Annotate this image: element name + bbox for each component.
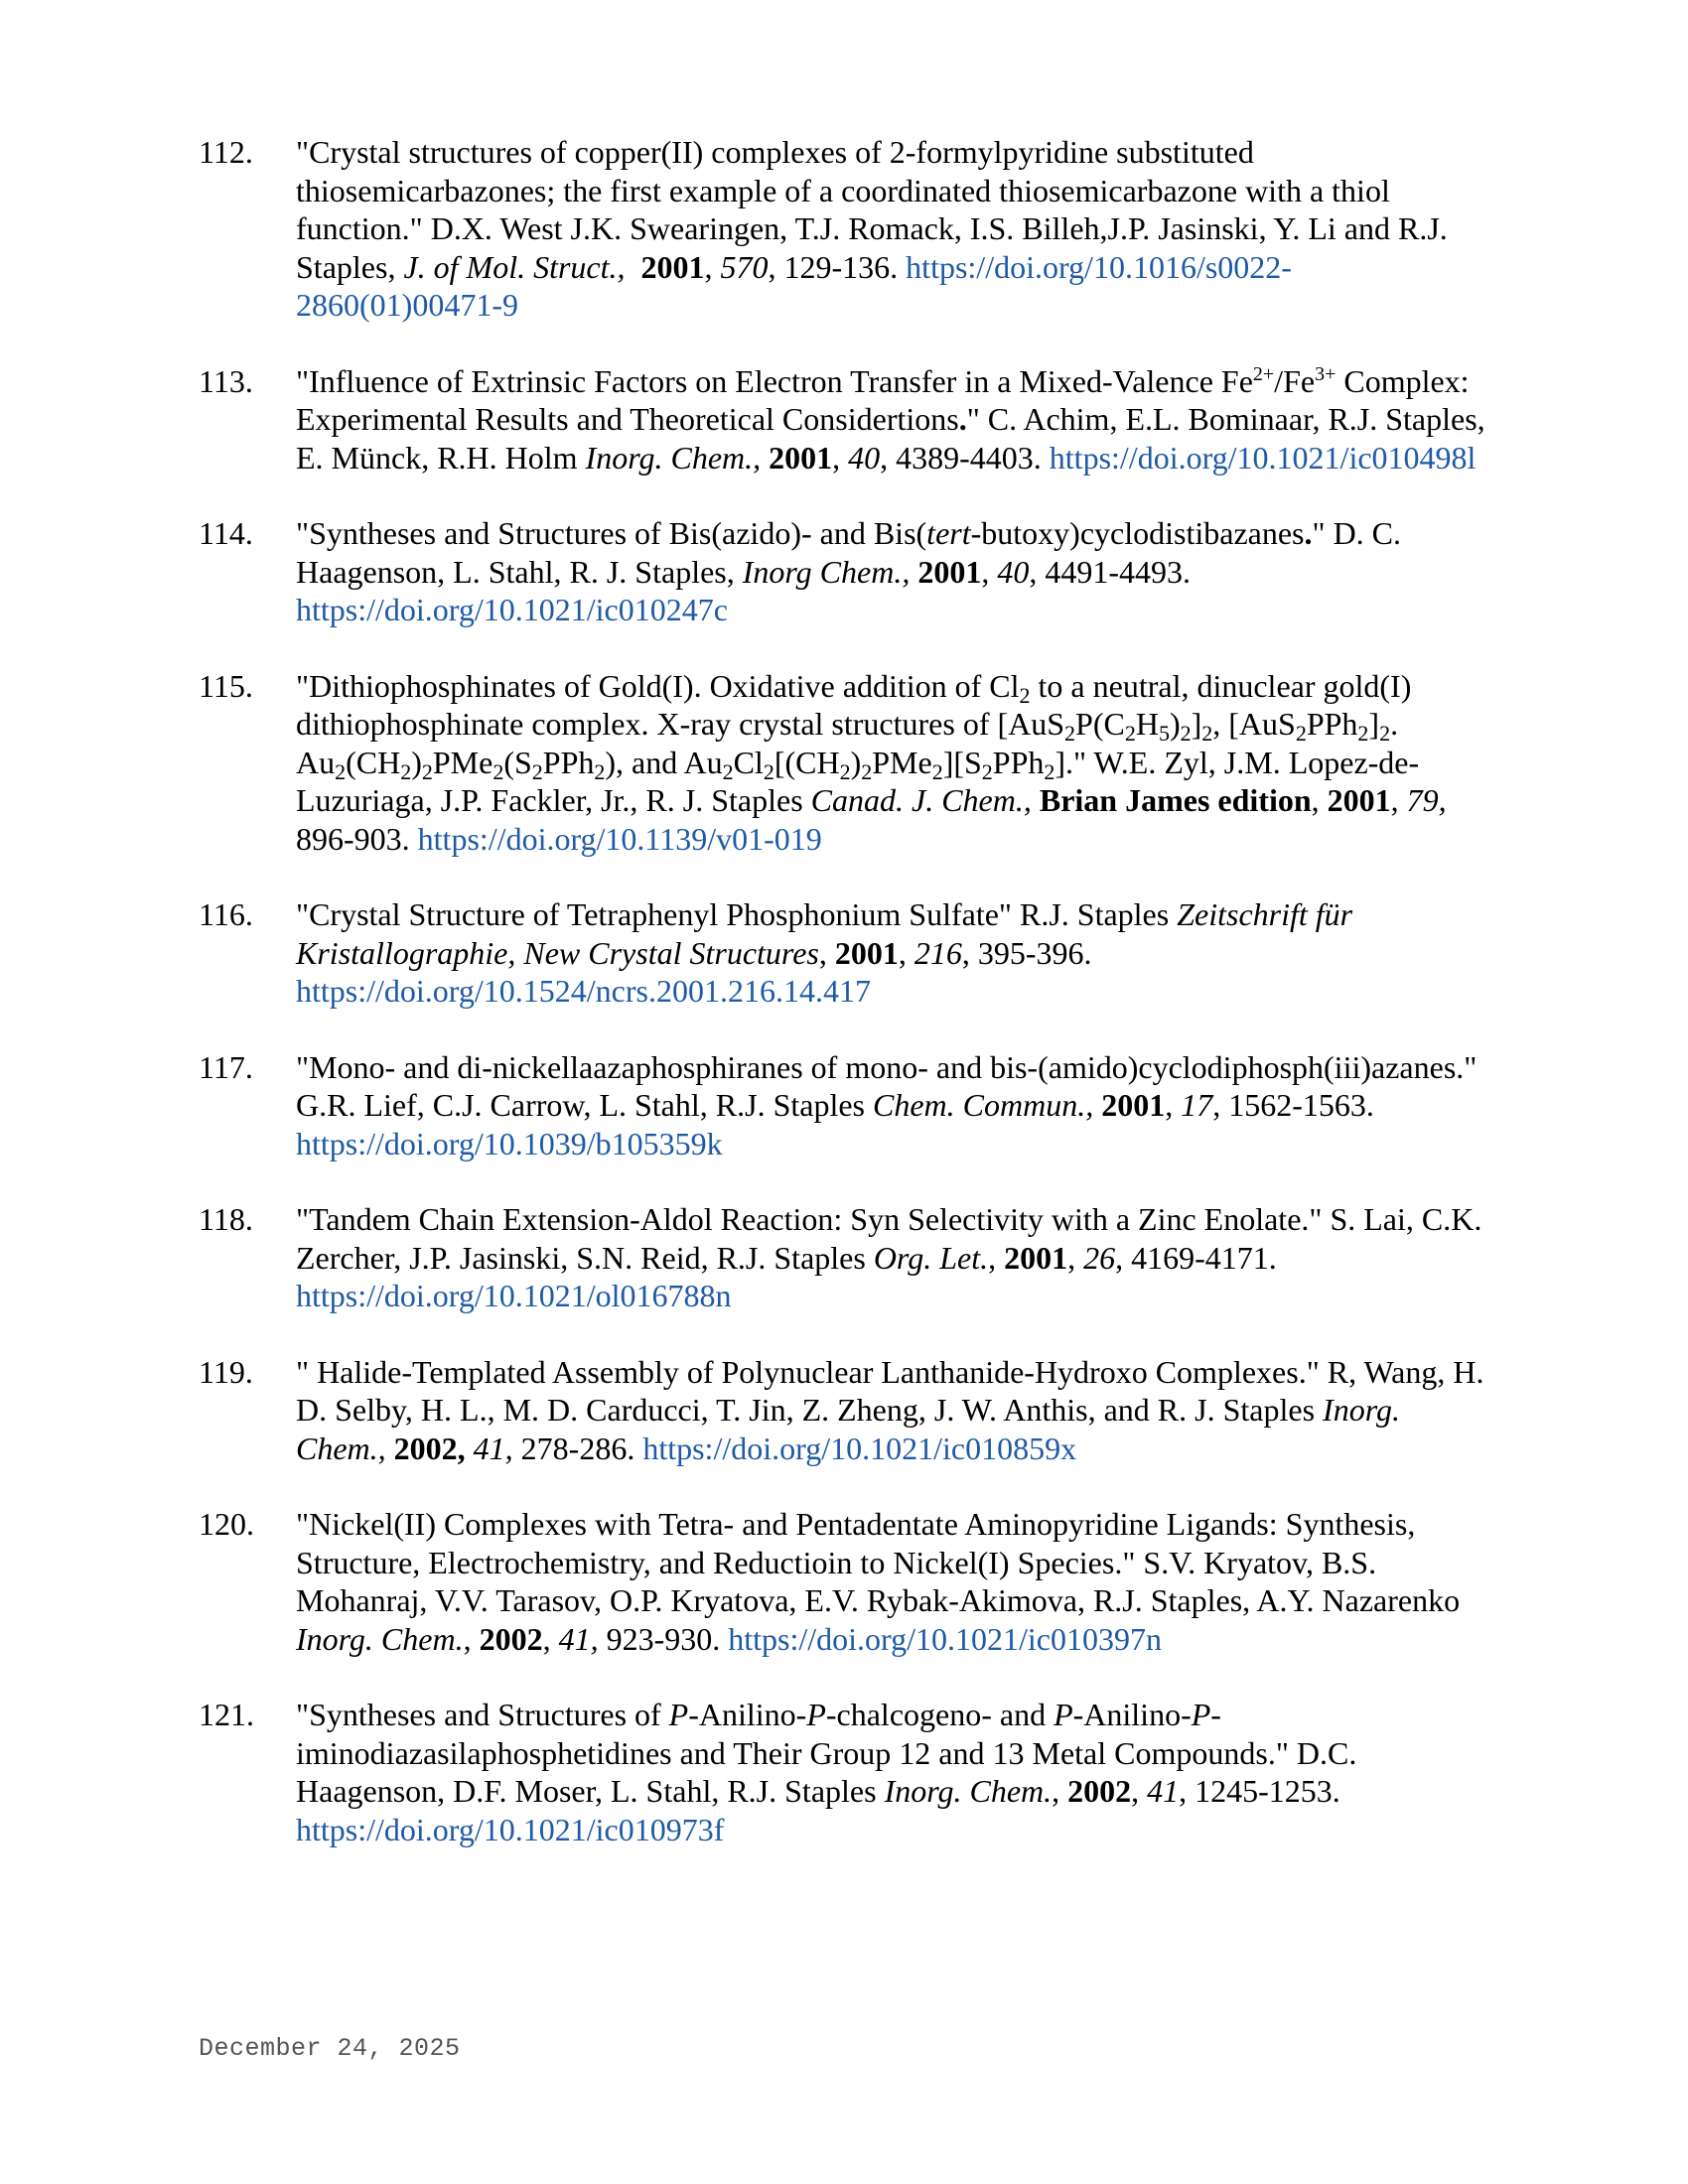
doi-link[interactable]: https://doi.org/10.1021/ic010973f <box>296 1811 725 1847</box>
doi-link[interactable]: https://doi.org/10.1524/ncrs.2001.216.14.417 <box>296 973 871 1009</box>
reference-year: 2001 <box>834 934 899 971</box>
reference-title: "Influence of Extrinsic Factors on Electron Transfer in a Mixed-Valence $Fe^{2+}/Fe^{3+}$ Complex: Experimental Results and Theoretical Considertions." <box>296 362 1470 437</box>
doi-link[interactable]: https://doi.org/10.1016/s0022-2860(01)00471-9 <box>296 248 1292 323</box>
reference-item <box>199 1696 1489 1848</box>
reference-journal: Zeitschrift für Kristallographie, New Crystal Structures <box>296 896 1353 971</box>
reference-year: 2001 <box>769 439 833 476</box>
reference-number: 116. <box>199 896 253 932</box>
reference-text: "Syntheses and Structures of Bis(azido)- and Bis(tert-butoxy)cyclodistibazanes." D. C. Haagenson, L. Stahl, R. J. Staples, Inorg Chem., 2001, 40, 4491-4493. https://doi.org/10.1021/ic010247c <box>296 515 1402 627</box>
reference-title: "Mono- and di-nickellaazaphosphiranes of mono- and bis-(amido)cyclodiphosph(iii)azanes." <box>296 1048 1477 1085</box>
reference-title: " Halide-Templated Assembly of Polynuclear Lanthanide-Hydroxo Complexes." <box>296 1353 1320 1390</box>
reference-authors: S.V. Kryatov, B.S. Mohanraj, V.V. Tarasov, O.P. Kryatova, E.V. Rybak-Akimova, R.J. Staples, A.Y. Nazarenko <box>296 1544 1461 1618</box>
reference-authors: D.X. West J.K. Swearingen, T.J. Romack, I.S. Billeh,J.P. Jasinski, Y. Li and R.J. Staples, <box>296 210 1448 285</box>
reference-pages: 923-930. <box>606 1620 721 1657</box>
reference-item <box>199 895 1489 1011</box>
reference-pages: 278-286. <box>520 1430 635 1466</box>
reference-number: 119. <box>199 1353 253 1390</box>
doi-link[interactable]: https://doi.org/10.1039/b105359k <box>296 1125 723 1161</box>
reference-text: "Tandem Chain Extension-Aldol Reaction: Syn Selectivity with a Zinc Enolate." S. Lai, C.K. Zercher, J.P. Jasinski, S.N. Reid, R.J. Staples Org. Let., 2001, 26, 4169-4171. https://doi.org/10.1021/ol016788n <box>296 1201 1482 1313</box>
reference-pages: 4389-4403. <box>896 439 1042 476</box>
reference-text <box>296 1353 1489 1468</box>
reference-journal: Org. Let. <box>873 1239 989 1276</box>
reference-item <box>199 133 1489 325</box>
doi-link[interactable]: https://doi.org/10.1021/ic010397n <box>728 1620 1162 1657</box>
reference-number: 114. <box>199 515 253 551</box>
doi-link[interactable]: https://doi.org/10.1021/ic010859x <box>642 1430 1077 1466</box>
reference-authors: S. Lai, C.K. Zercher, J.P. Jasinski, S.N. Reid, R.J. Staples <box>296 1201 1482 1276</box>
reference-pages: 4169-4171. <box>1131 1239 1277 1276</box>
reference-item <box>199 362 1489 478</box>
reference-journal: Canad. J. Chem., <box>810 782 1032 818</box>
reference-journal: Inorg. Chem., <box>585 439 762 476</box>
reference-authors: G.R. Lief, C.J. Carrow, L. Stahl, R.J. Staples <box>296 1087 865 1123</box>
reference-title: "Syntheses and Structures of P-Anilino-P-chalcogeno- and P-Anilino-P-iminodiazasilaphosphetidines and Their Group 12 and 13 Metal Compounds." <box>296 1697 1289 1771</box>
reference-title: "Crystal Structure of Tetraphenyl Phosphonium Sulfate" <box>296 896 1012 932</box>
reference-volume: 40 <box>997 553 1030 590</box>
reference-volume: 17 <box>1181 1087 1213 1123</box>
reference-title: "Tandem Chain Extension-Aldol Reaction: Syn Selectivity with a Zinc Enolate." <box>296 1201 1323 1237</box>
reference-edition: Brian James edition <box>1039 782 1312 818</box>
reference-list <box>199 133 1489 1886</box>
reference-number: 115. <box>199 667 253 704</box>
reference-authors: R.J. Staples <box>1019 896 1170 932</box>
reference-volume: 41, <box>473 1430 513 1466</box>
reference-year: 2001 <box>640 248 705 285</box>
reference-volume: 79, <box>1406 782 1447 818</box>
reference-pages: 129-136. <box>783 248 899 285</box>
reference-journal: Chem. Commun., <box>873 1087 1094 1123</box>
reference-authors: R, Wang, H. D. Selby, H. L., M. D. Carducci, T. Jin, Z. Zheng, J. W. Anthis, and R. J. Staples <box>296 1353 1484 1428</box>
reference-volume: 570 <box>720 248 769 285</box>
reference-volume: 40 <box>848 439 881 476</box>
reference-volume: 216 <box>914 934 962 971</box>
reference-item <box>199 1200 1489 1315</box>
reference-title: "Nickel(II) Complexes with Tetra- and Pentadentate Aminopyridine Ligands: Synthesis, Structure, Electrochemistry, and Reductioin to Nickel(I) Species." <box>296 1506 1416 1580</box>
reference-item <box>199 1505 1489 1658</box>
reference-text: "Dithiophosphinates of Gold(I). Oxidative addition of $Cl_2$ to a neutral, dinuclear gold(I) dithiophosphinate complex. X-ray crystal structures of $[AuS_2P(C_2H_5)_2]_2$, $[AuS_2PPh_2]_2$. $Au_2(CH_2)_2PMe_2(S_2PPh_2)$, and $Au_2Cl_2[(CH_2)_2PMe_2][S_2PPh_2]$." W.E. Zyl, J.M. Lopez-de-Luzuriaga, J.P. Fackler, Jr., R. J. Staples Canad. J. Chem., Brian James edition, 2001, 79, 896-903. https://doi.org/10.1139/v01-019 <box>296 667 1447 857</box>
reference-number: 120. <box>199 1506 254 1542</box>
reference-pages: 896-903. <box>296 820 410 857</box>
reference-authors: W.E. Zyl, J.M. Lopez-de-Luzuriaga, J.P. Fackler, Jr., R. J. Staples <box>296 744 1420 818</box>
reference-item <box>199 667 1489 859</box>
reference-text: "Influence of Extrinsic Factors on Electron Transfer in a Mixed-Valence $Fe^{2+}/Fe^{3+}$ Complex: Experimental Results and Theoretical Considertions." C. Achim, E.L. Bominaar, R.J. Staples, E. Münck, R.H. Holm Inorg. Chem., 2001, 40, 4389-4403. https://doi.org/10.1021/ic010498l <box>296 362 1485 476</box>
reference-year: 2002, <box>393 1430 466 1466</box>
reference-number: 121. <box>199 1697 254 1732</box>
reference-text: "Mono- and di-nickellaazaphosphiranes of mono- and bis-(amido)cyclodiphosph(iii)azanes." G.R. Lief, C.J. Carrow, L. Stahl, R.J. Staples Chem. Commun., 2001, 17, 1562-1563. https://doi.org/10.1039/b105359k <box>296 1048 1477 1161</box>
reference-year: 2001 <box>917 553 982 590</box>
reference-year: 2001 <box>1327 782 1391 818</box>
reference-journal: Inorg. Chem., <box>296 1392 1400 1466</box>
reference-text: "Crystal structures of copper(II) complexes of 2-formylpyridine substituted thiosemicarbazones; the first example of a coordinated thiosemicarbazone with a thiol function." D.X. West J.K. Swearingen, T.J. Romack, I.S. Billeh,J.P. Jasinski, Y. Li and R.J. Staples, J. of Mol. Struct., 2001, 570, 129-136. https://doi.org/10.1016/s0022-2860(01)00471-9 <box>296 134 1448 323</box>
footer-date: December 24, 2025 <box>199 2034 461 2063</box>
reference-journal: Inorg Chem., <box>742 553 911 590</box>
reference-volume: 41, <box>558 1620 599 1657</box>
reference-text: "Nickel(II) Complexes with Tetra- and Pentadentate Aminopyridine Ligands: Synthesis, Structure, Electrochemistry, and Reductioin to Nickel(I) Species." S.V. Kryatov, B.S. Mohanraj, V.V. Tarasov, O.P. Kryatova, E.V. Rybak-Akimova, R.J. Staples, A.Y. Nazarenko Inorg. Chem., 2002, 41, 923-930. https://doi.org/10.1021/ic010397n <box>296 1506 1461 1657</box>
reference-item <box>199 1048 1489 1163</box>
doi-link[interactable]: https://doi.org/10.1021/ol016788n <box>296 1278 732 1313</box>
reference-pages: 1245-1253. <box>1195 1773 1340 1809</box>
doi-link[interactable]: https://doi.org/10.1139/v01-019 <box>417 820 822 857</box>
reference-authors: D.C. Haagenson, D.F. Moser, L. Stahl, R.J. Staples <box>296 1734 1357 1809</box>
reference-pages: 4491-4493. <box>1045 553 1191 590</box>
reference-journal: Inorg. Chem. <box>884 1773 1053 1809</box>
reference-year: 2002 <box>1067 1773 1132 1809</box>
reference-title: "Syntheses and Structures of Bis(azido)- and Bis(tert-butoxy)cyclodistibazanes." <box>296 515 1326 551</box>
reference-volume: 41 <box>1147 1773 1180 1809</box>
reference-pages: 395-396. <box>977 934 1092 971</box>
reference-number: 112. <box>199 134 253 170</box>
reference-pages: 1562-1563. <box>1228 1087 1374 1123</box>
reference-item <box>199 1353 1489 1468</box>
reference-year: 2002 <box>479 1620 543 1657</box>
doi-link[interactable]: https://doi.org/10.1021/ic010247c <box>296 592 728 627</box>
reference-number: 113. <box>199 362 253 399</box>
reference-number: 118. <box>199 1201 253 1237</box>
reference-volume: 26 <box>1083 1239 1116 1276</box>
reference-text: "Syntheses and Structures of P-Anilino-P-chalcogeno- and P-Anilino-P-iminodiazasilaphosphetidines and Their Group 12 and 13 Metal Compounds." D.C. Haagenson, D.F. Moser, L. Stahl, R.J. Staples Inorg. Chem., 2002, 41, 1245-1253. https://doi.org/10.1021/ic010973f <box>296 1697 1357 1847</box>
reference-authors: D. C. Haagenson, L. Stahl, R. J. Staples, <box>296 515 1402 590</box>
reference-authors: C. Achim, E.L. Bominaar, R.J. Staples, E. Münck, R.H. Holm <box>296 401 1485 476</box>
reference-number: 117. <box>199 1048 253 1085</box>
reference-year: 2001 <box>1101 1087 1166 1123</box>
doi-link[interactable]: https://doi.org/10.1021/ic010498l <box>1049 439 1477 476</box>
reference-title: "Crystal structures of copper(II) complexes of 2-formylpyridine substituted thiosemicarbazones; the first example of a coordinated thiosemicarbazone with a thiol function." <box>296 134 1390 246</box>
reference-journal: Inorg. Chem. <box>296 1620 464 1657</box>
reference-title: "Dithiophosphinates of Gold(I). Oxidative addition of $Cl_2$ to a neutral, dinuclear gold(I) dithiophosphinate complex. X-ray crystal structures of $[AuS_2P(C_2H_5)_2]_2$, $[AuS_2PPh_2]_2$. $Au_2(CH_2)_2PMe_2(S_2PPh_2)$, and $Au_2Cl_2[(CH_2)_2PMe_2][S_2PPh_2]$." <box>296 667 1412 784</box>
reference-item <box>199 514 1489 629</box>
reference-text: "Crystal Structure of Tetraphenyl Phosphonium Sulfate" R.J. Staples Zeitschrift für Kristallographie, New Crystal Structures, 2001, 216, 395-396. https://doi.org/10.1524/ncrs.2001.216.14.417 <box>296 896 1353 1009</box>
reference-year: 2001 <box>1004 1239 1068 1276</box>
reference-journal: J. of Mol. Struct., <box>403 248 626 285</box>
